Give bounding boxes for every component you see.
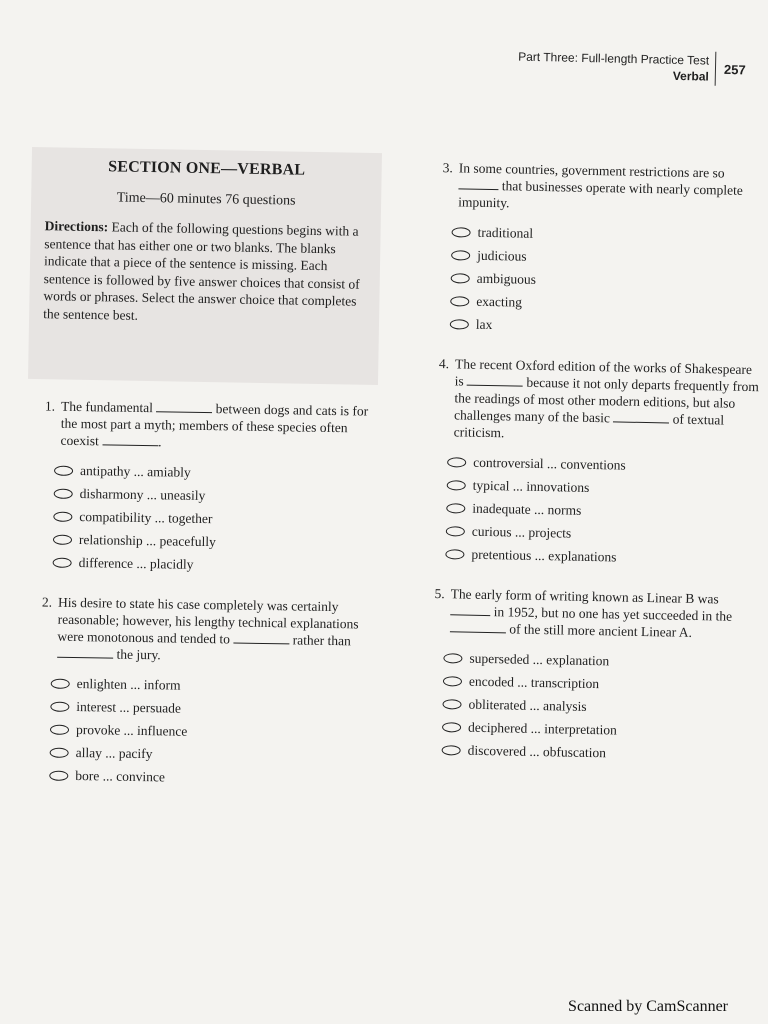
question-stem [60, 398, 378, 454]
question-stem [458, 159, 766, 216]
choice-label: typical ... innovations [472, 477, 590, 495]
answer-bubble[interactable] [50, 701, 69, 711]
section-time: Time—60 minutes 76 questions [116, 190, 296, 209]
choice-label: enlighten ... inform [76, 675, 181, 693]
question-number: 5. [434, 585, 445, 602]
section-intro-box [28, 147, 382, 385]
choice-label: traditional [477, 224, 534, 241]
answer-choice[interactable] [450, 312, 763, 341]
running-head-divider [715, 52, 717, 86]
section-title: SECTION ONE—VERBAL [108, 158, 306, 179]
question-1 [30, 397, 378, 578]
question-number: 1. [44, 398, 56, 414]
answer-choice[interactable] [49, 764, 372, 792]
choice-label: exacting [476, 293, 523, 310]
choice-label: allay ... pacify [75, 744, 153, 761]
answer-blank [467, 374, 523, 387]
answer-bubble[interactable] [53, 534, 72, 544]
answer-blank [613, 410, 669, 423]
right-column [419, 159, 766, 787]
page-number: 257 [724, 61, 747, 77]
answer-choices [441, 646, 756, 767]
choice-label: relationship ... peacefully [78, 531, 216, 549]
answer-blank [102, 433, 158, 446]
answer-choices [450, 220, 765, 341]
answer-bubble[interactable] [53, 511, 72, 521]
question-2 [27, 593, 375, 791]
section-directions [43, 217, 367, 328]
answer-blank [233, 631, 289, 644]
answer-blank [57, 646, 113, 659]
answer-blank [450, 603, 490, 616]
stem-text: of textual criticism. [453, 411, 725, 441]
answer-bubble[interactable] [50, 747, 69, 757]
left-column [27, 397, 378, 811]
choice-label: provoke ... influence [75, 721, 188, 739]
answer-bubble[interactable] [452, 227, 471, 237]
answer-choice[interactable] [52, 551, 375, 579]
answer-bubble[interactable] [54, 465, 73, 475]
choice-label: antipathy ... amiably [79, 462, 191, 480]
answer-bubble[interactable] [450, 319, 469, 329]
stem-text: rather than [289, 632, 351, 649]
answer-bubble[interactable] [450, 296, 469, 306]
stem-text: in 1952, but no one has yet succeeded in the [490, 604, 733, 624]
stem-text: the jury. [113, 646, 161, 663]
choice-label: disharmony ... uneasily [79, 485, 206, 503]
answer-bubble[interactable] [51, 678, 70, 688]
choice-label: controversial ... conventions [473, 454, 626, 473]
choice-label: deciphered ... interpretation [467, 719, 618, 738]
section-label: Verbal [672, 68, 710, 84]
stem-text: between dogs and cats is for the most part a myth; members of these species often coexist [60, 401, 369, 449]
running-head-text [518, 49, 710, 85]
choice-label: superseded ... explanation [469, 650, 610, 668]
choice-label: curious ... projects [471, 523, 572, 541]
stem-text: In some countries, government restrictions are so [458, 160, 725, 181]
question-stem [57, 594, 375, 667]
directions-text: Each of the following questions begins with a sentence that has either one or two blanks. The blanks indicate that a piece of the sentence is missing. Each sentence is followed by five answer choices that consist of words or phrases. Select the answer choice that completes the sentence best. [43, 219, 360, 323]
answer-bubble[interactable] [53, 557, 72, 567]
question-5 [419, 585, 757, 767]
answer-bubble[interactable] [49, 770, 68, 780]
choice-label: discovered ... obfuscation [467, 742, 607, 760]
choice-label: obliterated ... analysis [468, 696, 587, 714]
answer-bubble[interactable] [451, 250, 470, 260]
stem-text: of the still more ancient Linear A. [505, 621, 693, 640]
choice-label: lax [475, 316, 493, 332]
part-title: Part Three: Full-length Practice Test [518, 49, 710, 68]
answer-bubble[interactable] [54, 488, 73, 498]
choice-label: compatibility ... together [79, 508, 213, 526]
scanner-watermark: Scanned by CamScanner [568, 998, 728, 1015]
answer-blank [450, 620, 506, 633]
question-number: 3. [442, 160, 453, 176]
answer-choice[interactable] [445, 542, 758, 571]
stem-text: His desire to state his case completely was certainly reasonable; however, his lengthy technical explanations were monotonous and tended to [57, 594, 359, 647]
answer-choices [445, 450, 760, 571]
choice-label: bore ... convince [75, 767, 166, 784]
running-head [518, 48, 746, 87]
stem-text: The fundamental [60, 398, 157, 416]
stem-text: because it not only departs frequently from the readings of most other modern editions, but also challenges many of the basic [453, 374, 760, 426]
answer-bubble[interactable] [445, 549, 464, 559]
answer-blank [458, 177, 498, 190]
question-stem [454, 355, 763, 446]
answer-bubble[interactable] [50, 724, 69, 734]
choice-label: inadequate ... norms [472, 500, 582, 518]
answer-blank [156, 400, 212, 413]
choice-label: judicious [477, 247, 527, 264]
choice-label: encoded ... transcription [468, 673, 600, 691]
answer-bubble[interactable] [447, 457, 466, 467]
question-number: 2. [41, 594, 53, 610]
answer-bubble[interactable] [443, 676, 462, 686]
question-number: 4. [438, 356, 450, 372]
answer-bubble[interactable] [451, 273, 470, 283]
choice-label: interest ... persuade [76, 698, 182, 716]
answer-bubble[interactable] [447, 480, 466, 490]
answer-bubble[interactable] [446, 526, 465, 536]
stem-text: The early form of writing known as Linear B was [450, 586, 719, 607]
question-3 [428, 159, 766, 341]
answer-choice[interactable] [441, 738, 754, 767]
answer-bubble[interactable] [446, 503, 465, 513]
answer-choices [52, 459, 377, 579]
answer-bubble[interactable] [442, 745, 461, 755]
choice-label: difference ... placidly [78, 554, 194, 572]
stem-text: The recent Oxford edition of the works of Shakespeare is [454, 356, 753, 389]
answer-bubble[interactable] [442, 722, 461, 732]
stem-text: that businesses operate with nearly complete impunity. [458, 178, 744, 211]
choice-label: ambiguous [476, 270, 537, 287]
directions-label: Directions: [44, 218, 109, 235]
answer-bubble[interactable] [442, 699, 461, 709]
choice-label: pretentious ... explanations [471, 546, 617, 564]
question-stem [450, 585, 758, 642]
answer-choices [49, 672, 374, 792]
stem-text: . [158, 434, 162, 450]
answer-bubble[interactable] [443, 653, 462, 663]
question-4 [423, 355, 762, 571]
